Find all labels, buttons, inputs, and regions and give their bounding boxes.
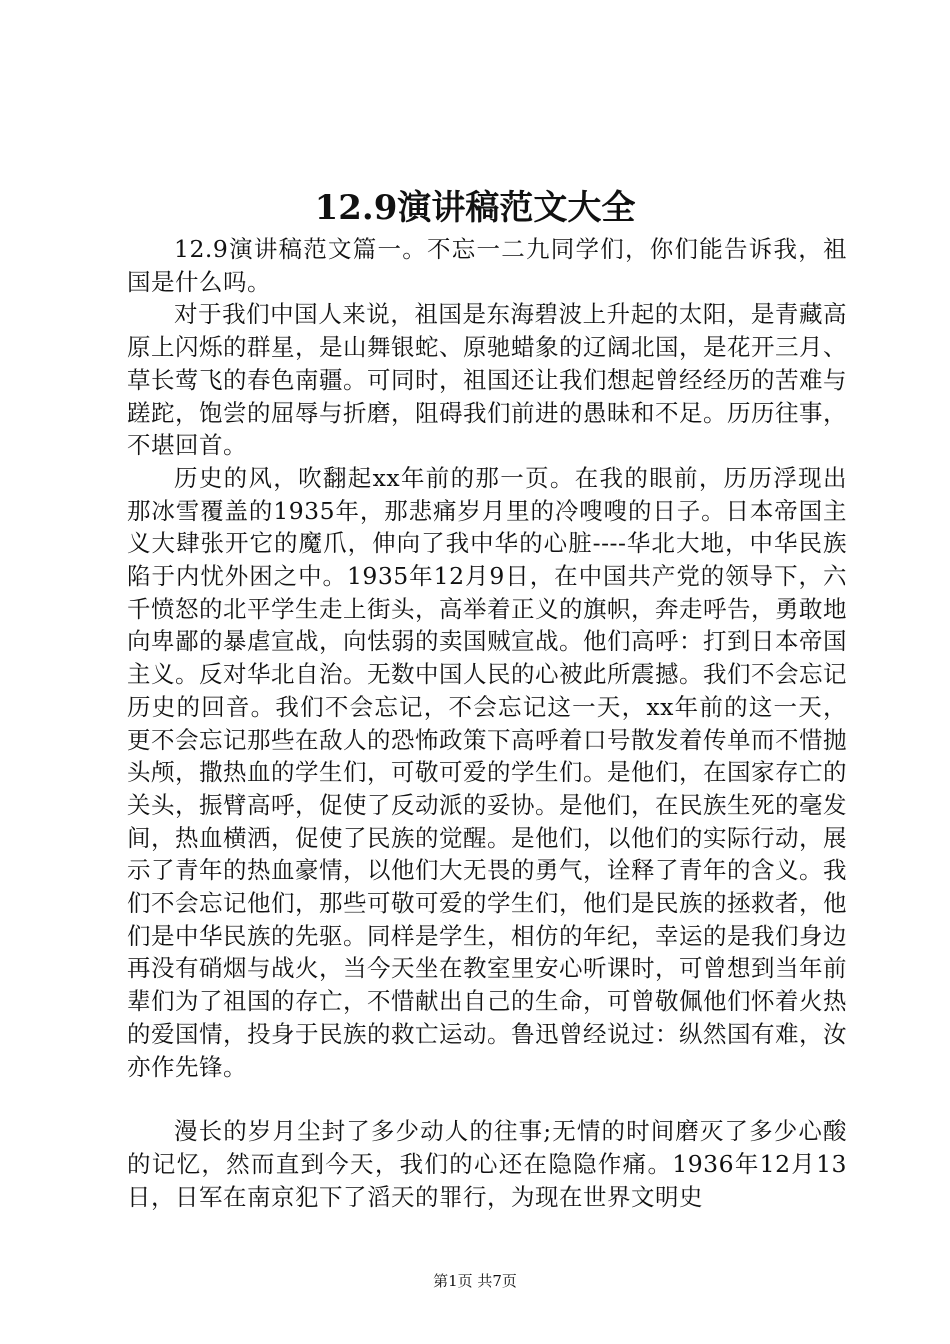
- paragraph-2: 对于我们中国人来说，祖国是东海碧波上升起的太阳，是青藏高原上闪烁的群星，是山舞银蛇、原驰蜡象的辽阔北国，是花开三月、草长莺飞的春色南疆。可同时，祖国还让我们想起曾经经历的苦难与蹉跎，饱尝的屈辱与折磨，阻碍我们前进的愚昧和不足。历历往事，不堪回首。: [127, 300, 847, 460]
- document-body: [127, 233, 847, 1213]
- paragraph-3: 历史的风，吹翻起xx年前的那一页。在我的眼前，历历浮现出那冰雪覆盖的1935年，那悲痛岁月里的冷嗖嗖的日子。日本帝国主义大肆张开它的魔爪，伸向了我中华的心脏----华北大地，中华民族陷于内忧外困之中。1935年12月9日，在中国共产党的领导下，六千愤怒的北平学生走上街头，高举着正义的旗帜，奔走呼告，勇敢地向卑鄙的暴虐宣战，向怯弱的卖国贼宣战。他们高呼：打到日本帝国主义。反对华北自治。无数中国人民的心被此所震撼。我们不会忘记历史的回音。我们不会忘记，不会忘记这一天，xx年前的这一天，更不会忘记那些在敌人的恐怖政策下高呼着口号散发着传单而不惜抛头颅，撒热血的学生们，可敬可爱的学生们。是他们，在国家存亡的关头，振臂高呼，促使了反动派的妥协。是他们，在民族生死的毫发间，热血横洒，促使了民族的觉醒。是他们，以他们的实际行动，展示了青年的热血豪情，以他们大无畏的勇气，诠释了青年的含义。我们不会忘记他们，那些可敬可爱的学生们，他们是民族的拯救者，他们是中华民族的先驱。同样是学生，相仿的年纪，幸运的是我们身边再没有硝烟与战火，当今天坐在教室里安心听课时，可曾想到当年前辈们为了祖国的存亡，不惜献出自己的生命，可曾敬佩他们怀着火热的爱国情，投身于民族的救亡运动。鲁迅曾经说过：纵然国有难，汝亦作先锋。: [127, 463, 847, 1081]
- paragraph-4: 漫长的岁月尘封了多少动人的往事;无情的时间磨灭了多少心酸的记忆，然而直到今天，我们的心还在隐隐作痛。1936年12月13日，日军在南京犯下了滔天的罪行，为现在世界文明史: [127, 1117, 847, 1211]
- page-title: 12.9演讲稿范文大全: [314, 188, 636, 228]
- page-footer: 第1页 共7页: [433, 1272, 517, 1290]
- paragraph-1: 12.9演讲稿范文篇一。不忘一二九同学们，你们能告诉我，祖国是什么吗。: [127, 235, 847, 296]
